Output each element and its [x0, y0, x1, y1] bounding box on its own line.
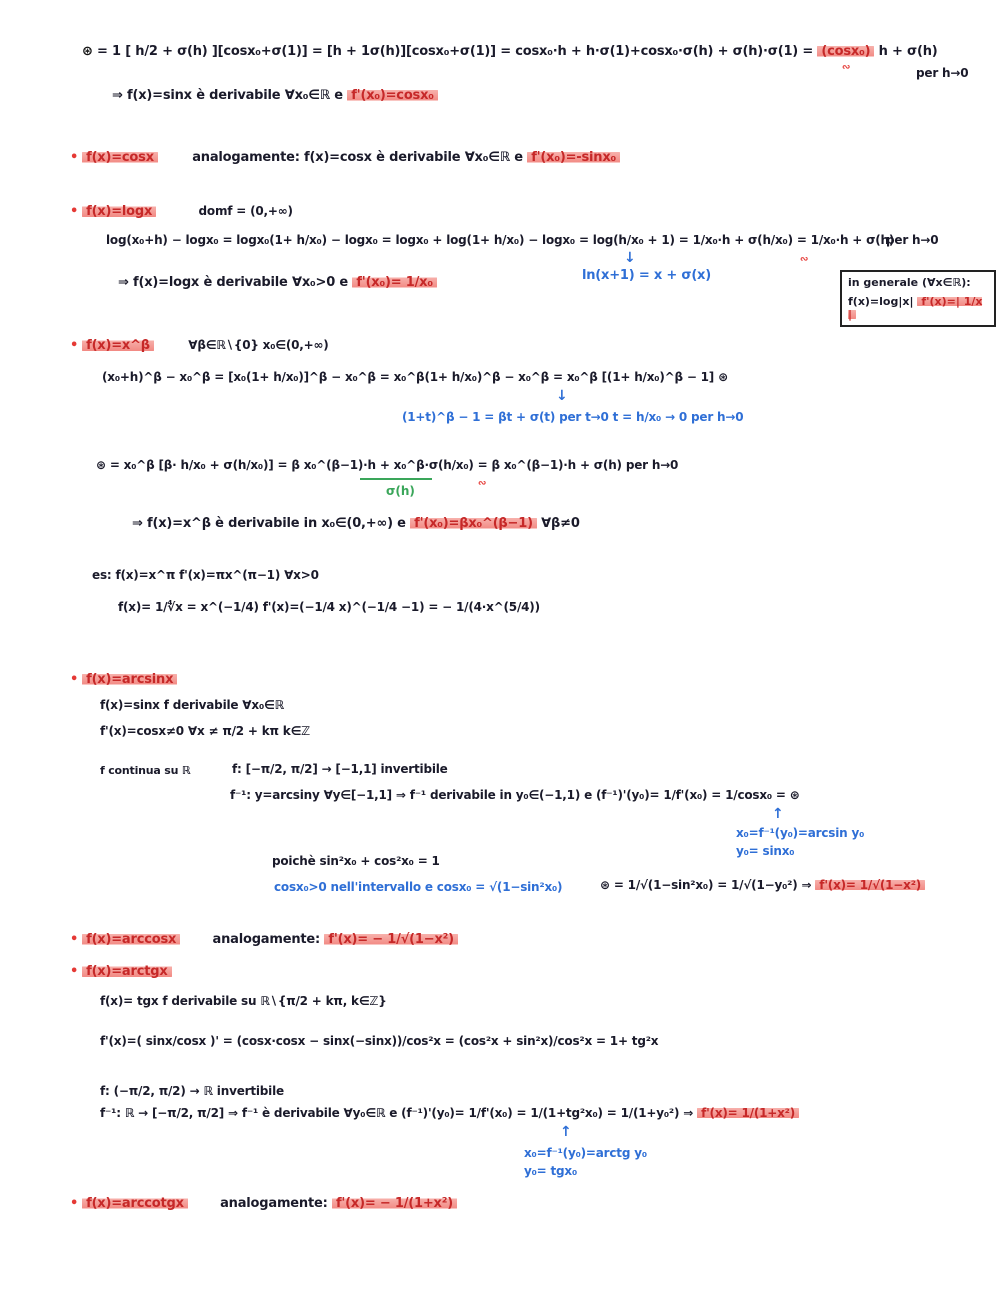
arcsin-identity: poichè sin²x₀ + cos²x₀ = 1: [272, 854, 440, 868]
log-limit-note: per h→0: [886, 233, 939, 247]
arcsin-substitution-2: y₀= sinx₀: [736, 844, 795, 858]
power-derivation-2: ⊛ = x₀^β [β· h/x₀ + σ(h/x₀)] = β x₀^(β−1)·h + x₀^β·σ(h/x₀) = β x₀^(β−1)·h + σ(h) per h→0: [96, 458, 679, 472]
arctg-title: f(x)=arctgx: [82, 964, 171, 979]
log-general-box: in generale (∀x∈ℝ): f(x)=log|x| f'(x)=| 1/x |: [840, 270, 996, 327]
arccotg-section: • f(x)=arccotgx analogamente: f'(x)= − 1/(1+x²): [70, 1196, 457, 1211]
log-title: f(x)=logx: [82, 204, 156, 219]
power-title: f(x)=x^β: [82, 338, 154, 353]
arcsin-invertible: f: [−π/2, π/2] → [−1,1] invertibile: [232, 762, 448, 776]
bullet-icon: •: [70, 204, 79, 219]
arctg-invertible: f: (−π/2, π/2) → ℝ invertibile: [100, 1084, 284, 1098]
bullet-icon: •: [70, 338, 79, 353]
log-conclusion: ⇒ f(x)=logx è derivabile ∀x₀>0 e f'(x₀)= 1/x₀: [118, 275, 437, 290]
power-example-2: f(x)= 1/∜x = x^(−1/4) f'(x)=(−1/4 x)^(−1/4 −1) = − 1/(4·x^(5/4)): [118, 600, 540, 614]
bullet-icon: •: [70, 150, 79, 165]
cos-title: f(x)=cosx: [82, 150, 158, 165]
equivalence-mark: ∾: [842, 62, 851, 73]
log-taylor-note: ln(x+1) = x + σ(x): [582, 268, 711, 283]
arcsin-cos-positive: cosx₀>0 nell'intervallo e cosx₀ = √(1−sin²x₀): [274, 880, 563, 894]
power-section-title: • f(x)=x^β ∀β∈ℝ∖{0} x₀∈(0,+∞): [70, 338, 329, 353]
power-conclusion: ⇒ f(x)=x^β è derivabile in x₀∈(0,+∞) e f'(x₀)=βx₀^(β−1) ∀β≠0: [132, 516, 580, 531]
arctg-substitution-2: y₀= tgx₀: [524, 1164, 578, 1178]
bullet-icon: •: [70, 672, 79, 687]
cos-section: • f(x)=cosx analogamente: f(x)=cosx è derivabile ∀x₀∈ℝ e f'(x₀)=-sinx₀: [70, 150, 620, 165]
arcsin-result: ⊛ = 1/√(1−sin²x₀) = 1/√(1−y₀²) ⇒ f'(x)= 1/√(1−x²): [600, 878, 925, 892]
arcsin-section-title: [70, 672, 177, 687]
power-derivation: (x₀+h)^β − x₀^β = [x₀(1+ h/x₀)]^β − x₀^β = x₀^β(1+ h/x₀)^β − x₀^β = x₀^β [(1+ h/x₀)^β − 1] ⊛: [102, 370, 728, 384]
log-domain: domf = (0,+∞): [198, 204, 293, 218]
arrow-down-icon: ↓: [624, 250, 636, 266]
arccotg-title: f(x)=arccotgx: [82, 1196, 188, 1211]
little-o-label: σ(h): [386, 484, 415, 498]
power-taylor-note: (1+t)^β − 1 = βt + σ(t) per t→0 t = h/x₀ → 0 per h→0: [402, 410, 744, 424]
arcsin-inverse-derivative: f⁻¹: y=arcsiny ∀y∈[−1,1] ⇒ f⁻¹ derivabile in y₀∈(−1,1) e (f⁻¹)'(y₀)= 1/f'(x₀) = 1/cosx₀ = ⊛: [230, 788, 800, 802]
arctg-section-title: [70, 964, 172, 979]
arcsin-substitution-1: x₀=f⁻¹(y₀)=arcsin y₀: [736, 826, 865, 840]
sin-derivation-line: ⊛ = 1 [ h/2 + σ(h) ][cosx₀+σ(1)] = [h + 1σ(h)][cosx₀+σ(1)] = cosx₀·h + h·σ(1)+cosx₀·σ(h) + σ(h)·σ(1) = (cosx₀) h + σ(h): [82, 44, 938, 59]
log-section-title: [70, 204, 293, 219]
arcsin-line-2: f'(x)=cosx≠0 ∀x ≠ π/2 + kπ k∈ℤ: [100, 724, 310, 738]
bullet-icon: •: [70, 932, 79, 947]
power-example-1: es: f(x)=x^π f'(x)=πx^(π−1) ∀x>0: [92, 568, 319, 582]
arctg-inverse-derivative: f⁻¹: ℝ → [−π/2, π/2] ⇒ f⁻¹ è derivabile ∀y₀∈ℝ e (f⁻¹)'(y₀)= 1/f'(x₀) = 1/(1+tg²x₀) = 1/(1+y₀²) ⇒ f'(x)= 1/(1+x²): [100, 1106, 799, 1120]
sin-conclusion: ⇒ f(x)=sinx è derivabile ∀x₀∈ℝ e f'(x₀)=cosx₀: [112, 88, 438, 103]
arcsin-continuity: f continua su ℝ: [100, 764, 191, 777]
underbrace: [360, 478, 432, 480]
arccos-title: f(x)=arccosx: [82, 932, 180, 947]
bullet-icon: •: [70, 1196, 79, 1211]
equivalence-mark: ∾: [800, 254, 809, 265]
arctg-substitution-1: x₀=f⁻¹(y₀)=arctg y₀: [524, 1146, 647, 1160]
arrow-up-icon: ↑: [560, 1124, 572, 1140]
arrow-up-icon: ↑: [772, 806, 784, 822]
arctg-line-1: f(x)= tgx f derivabile su ℝ∖{π/2 + kπ, k∈ℤ}: [100, 994, 387, 1008]
star-icon: ⊛: [82, 44, 93, 59]
log-derivation: log(x₀+h) − logx₀ = logx₀(1+ h/x₀) − logx₀ = logx₀ + log(1+ h/x₀) − logx₀ = log(h/x₀ + 1) = 1/x₀·h + σ(h/x₀) = 1/x₀·h + σ(h): [106, 233, 895, 247]
arcsin-line-1: f(x)=sinx f derivabile ∀x₀∈ℝ: [100, 698, 284, 712]
arctg-derivative-tg: f'(x)=( sinx/cosx )' = (cosx·cosx − sinx(−sinx))/cos²x = (cos²x + sin²x)/cos²x = 1+ tg²x: [100, 1034, 659, 1048]
arccos-section: • f(x)=arccosx analogamente: f'(x)= − 1/√(1−x²): [70, 932, 458, 947]
bullet-icon: •: [70, 964, 79, 979]
sin-limit-note: per h→0: [916, 66, 969, 80]
arrow-down-icon: ↓: [556, 388, 568, 404]
arcsin-title: f(x)=arcsinx: [82, 672, 177, 687]
equivalence-mark: ∾: [478, 478, 487, 489]
